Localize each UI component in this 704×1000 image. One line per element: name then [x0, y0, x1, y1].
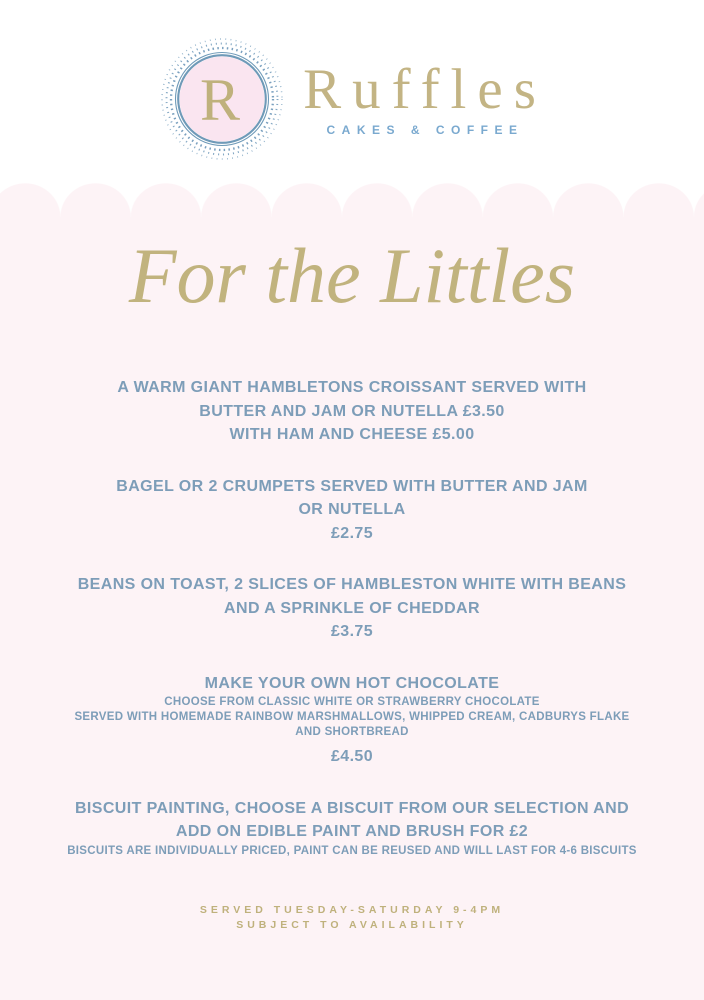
menu-item-detail: BISCUITS ARE INDIVIDUALLY PRICED, PAINT CAN BE REUSED AND WILL LAST FOR 4-6 BISCUITS	[67, 844, 637, 857]
menu-item-bagel-crumpets	[32, 475, 672, 546]
page-title: For the Littles	[128, 232, 576, 319]
menu-list	[32, 326, 672, 859]
scallop-edge-decoration	[0, 183, 704, 217]
availability-note	[200, 903, 504, 933]
menu-item-biscuit-painting	[32, 797, 672, 859]
menu-item-detail: CHOOSE FROM CLASSIC WHITE OR STRAWBERRY CHOCOLATE	[164, 696, 540, 709]
menu-item-line: WITH HAM AND CHEESE £5.00	[229, 426, 475, 444]
menu-body	[0, 217, 704, 1000]
menu-item-line: BUTTER AND JAM OR NUTELLA £3.50	[199, 402, 505, 420]
menu-item-line: BEANS ON TOAST, 2 SLICES OF HAMBLESTON WHITE WITH BEANS	[77, 576, 627, 594]
ruffles-logo-icon	[157, 34, 287, 164]
menu-item-heading: MAKE YOUR OWN HOT CHOCOLATE	[204, 674, 500, 692]
menu-item-line: OR NUTELLA	[298, 501, 406, 519]
menu-item-croissant	[32, 376, 672, 447]
brand-header	[0, 0, 704, 183]
brand-name: Ruffles	[303, 57, 547, 121]
brand-tagline: CAKES & COFFEE	[326, 122, 524, 137]
pink-section	[0, 183, 704, 1000]
menu-item-hot-chocolate	[32, 672, 672, 769]
menu-item-detail: SERVED WITH HOMEMADE RAINBOW MARSHMALLOWS, WHIPPED CREAM, CADBURYS FLAKE	[74, 711, 630, 724]
logo-monogram: R	[200, 66, 241, 133]
availability-line: SERVED TUESDAY-SATURDAY 9-4PM	[199, 903, 505, 916]
menu-item-line: ADD ON EDIBLE PAINT AND BRUSH FOR £2	[175, 823, 529, 841]
brand-text-block	[303, 57, 547, 137]
menu-item-beans-on-toast	[32, 573, 672, 644]
menu-item-price: £3.75	[330, 623, 374, 641]
menu-item-line: BAGEL OR 2 CRUMPETS SERVED WITH BUTTER AND JAM	[116, 477, 588, 495]
menu-item-price: £4.50	[330, 748, 374, 766]
menu-item-line: AND A SPRINKLE OF CHEDDAR	[224, 599, 480, 617]
menu-item-detail: AND SHORTBREAD	[295, 726, 409, 739]
menu-item-price: £2.75	[330, 524, 374, 542]
menu-item-line: A WARM GIANT HAMBLETONS CROISSANT SERVED WITH	[117, 379, 587, 397]
menu-item-line: BISCUIT PAINTING, CHOOSE A BISCUIT FROM OUR SELECTION AND	[74, 799, 630, 817]
availability-line: SUBJECT TO AVAILABILITY	[236, 918, 468, 931]
